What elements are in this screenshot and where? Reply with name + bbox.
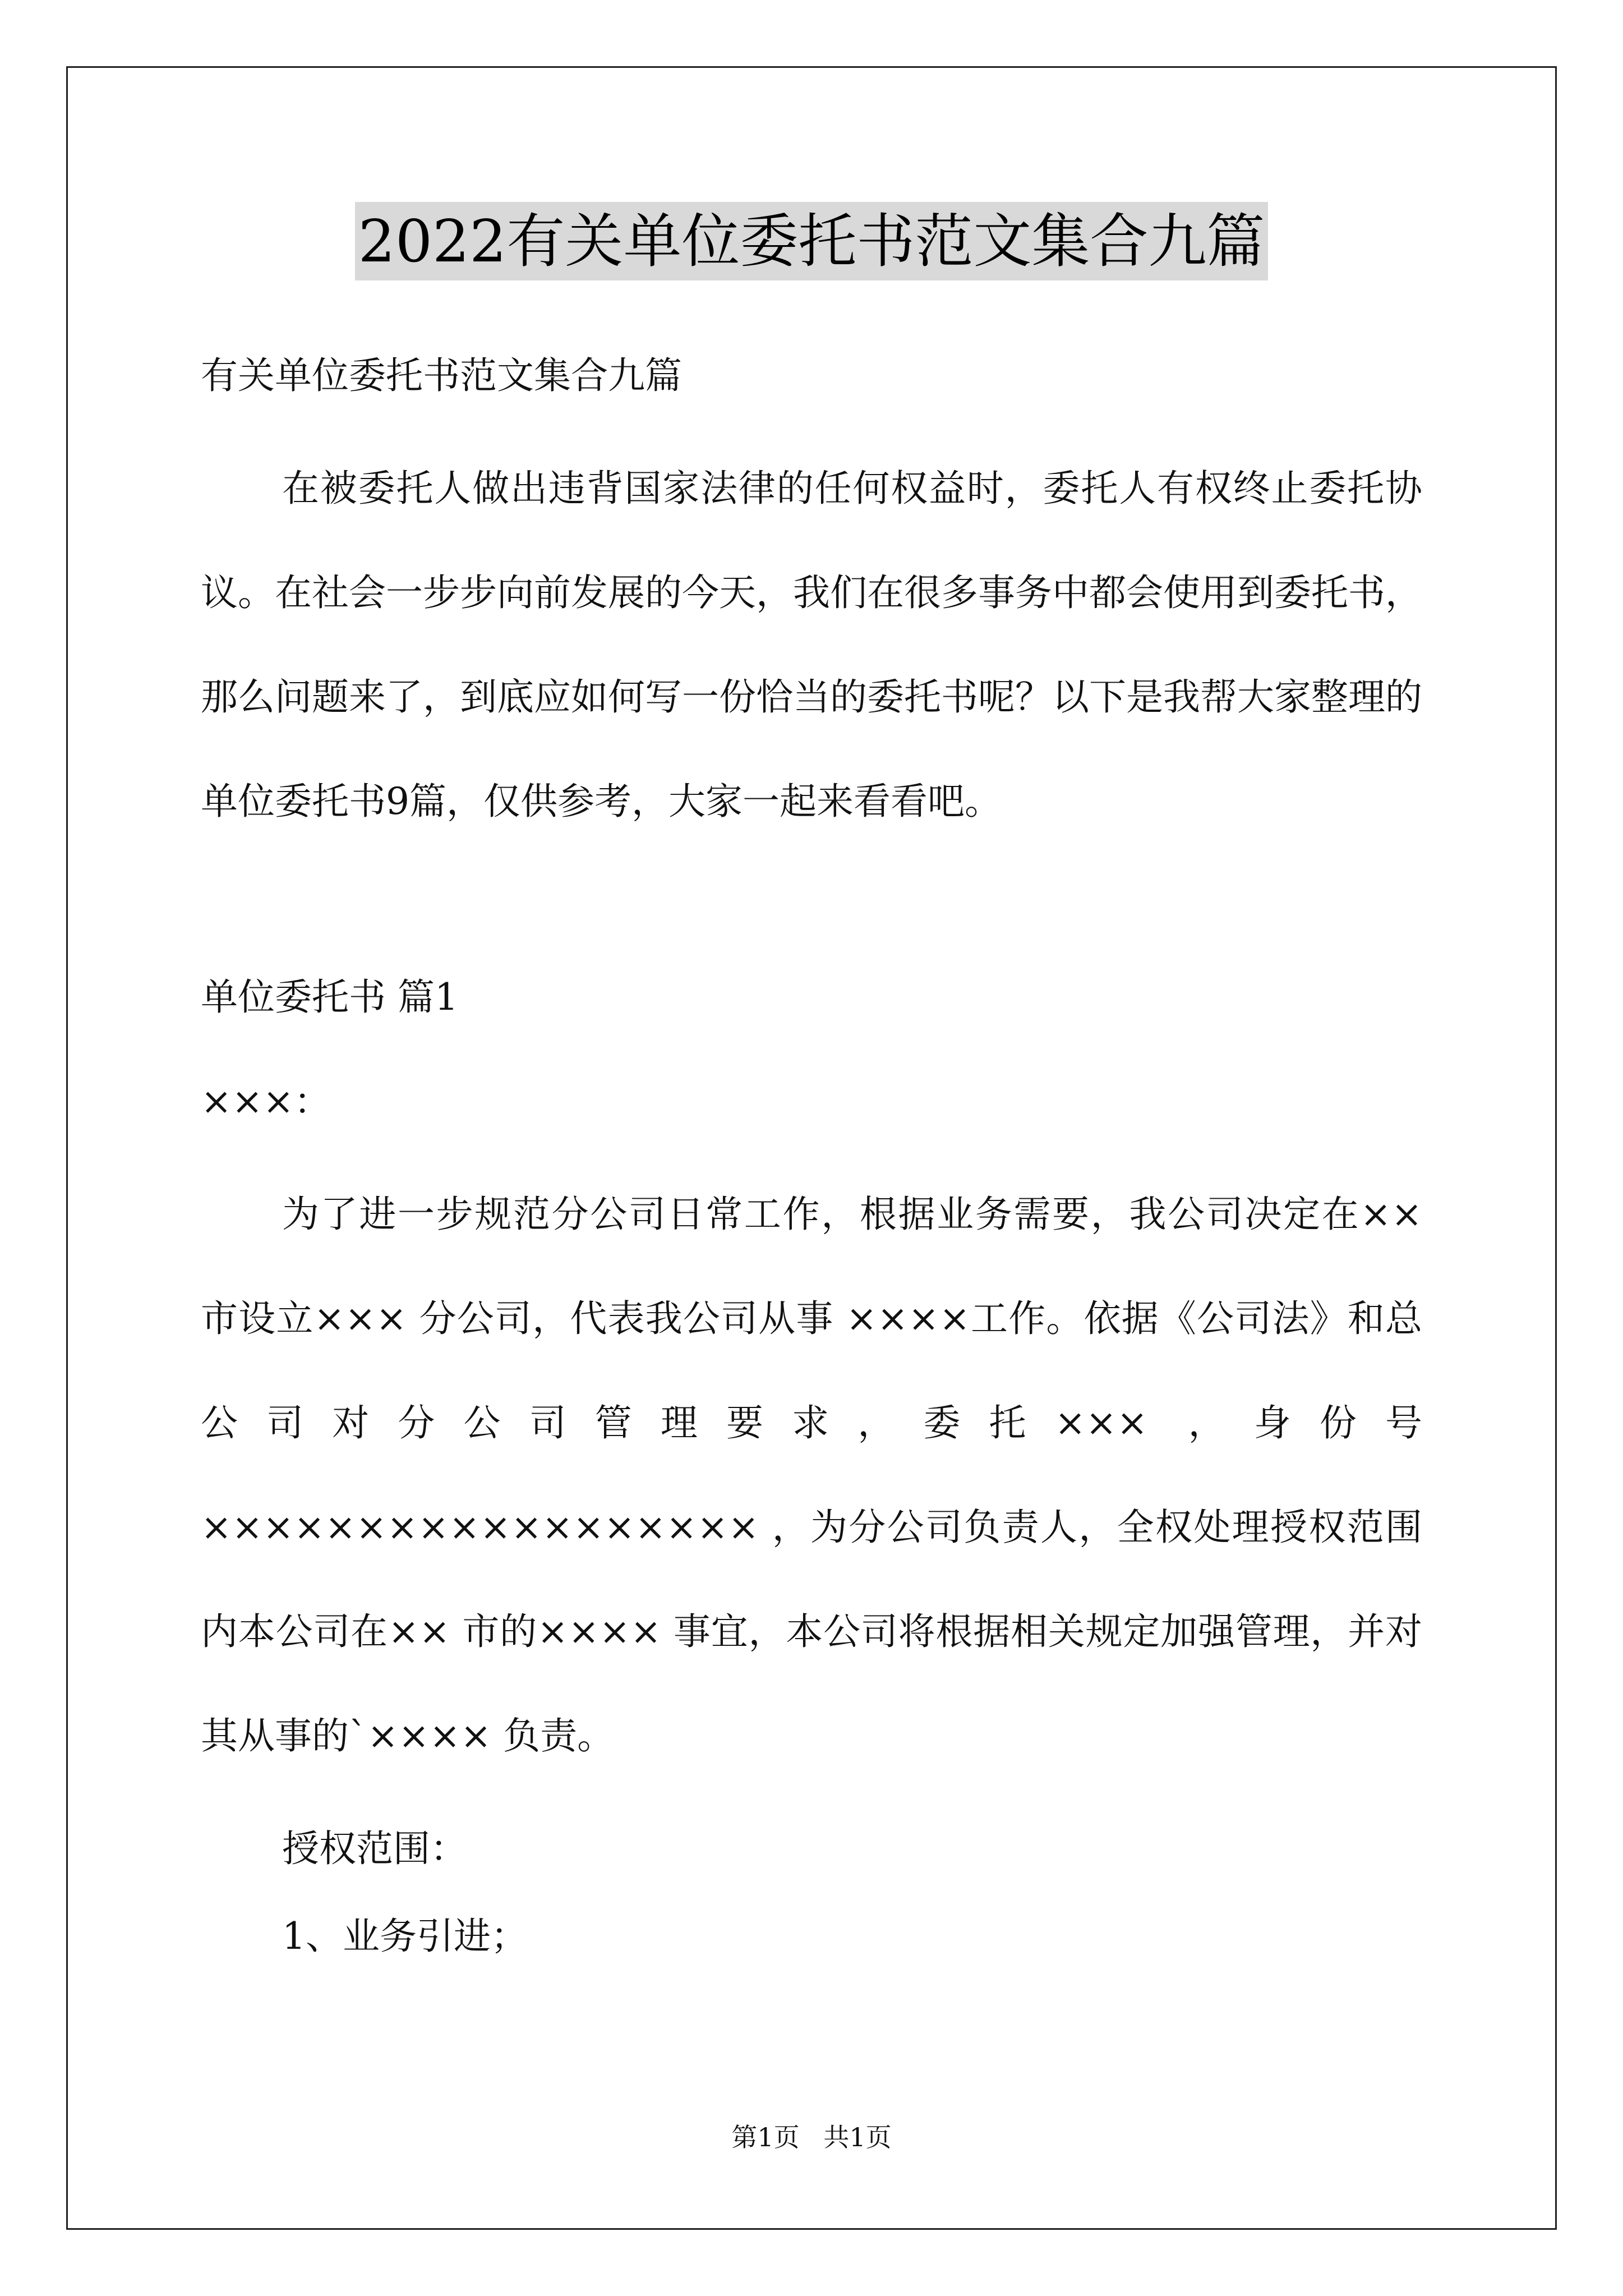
intro-paragraph: 在被委托人做出违背国家法律的任何权益时，委托人有权终止委托协议。在社会一步步向前发展的今天，我们在很多事务中都会使用到委托书，那么问题来了，到底应如何写一份恰当的委托书呢？以下是我帮大家整理的单位委托书9篇，仅供参考，大家一起来看看吧。: [201, 467, 1422, 823]
scope-item: 1、业务引进；: [282, 1915, 528, 1958]
body-paragraph: 为了进一步规范分公司日常工作，根据业务需要，我公司决定在×× 市设立××× 分公司，代表我公司从事 ××××工作。依据《公司法》和总公司对分公司管理要求，委托××× ，身份号×××××××××××××××××× ，为分公司负责人，全权处理授权范围内本公司在×× 市的×××× 事宜，本公司将根据相关规定加强管理，并对其从事的`×××× 负责。: [201, 1193, 1422, 1757]
salutation: ×××：: [201, 1080, 331, 1123]
page-footer: [0, 2120, 1623, 2154]
document-subtitle: 有关单位委托书范文集合九篇: [201, 354, 682, 397]
page-number-total: 共1页: [823, 2122, 892, 2152]
page-number-current: 第1页: [731, 2122, 800, 2152]
scope-heading: 授权范围：: [282, 1827, 467, 1870]
document-body: [201, 349, 1422, 1963]
title-container: [0, 202, 1623, 280]
section-heading: 单位委托书 篇1: [201, 976, 458, 1019]
document-title: 2022有关单位委托书范文集合九篇: [355, 202, 1269, 280]
